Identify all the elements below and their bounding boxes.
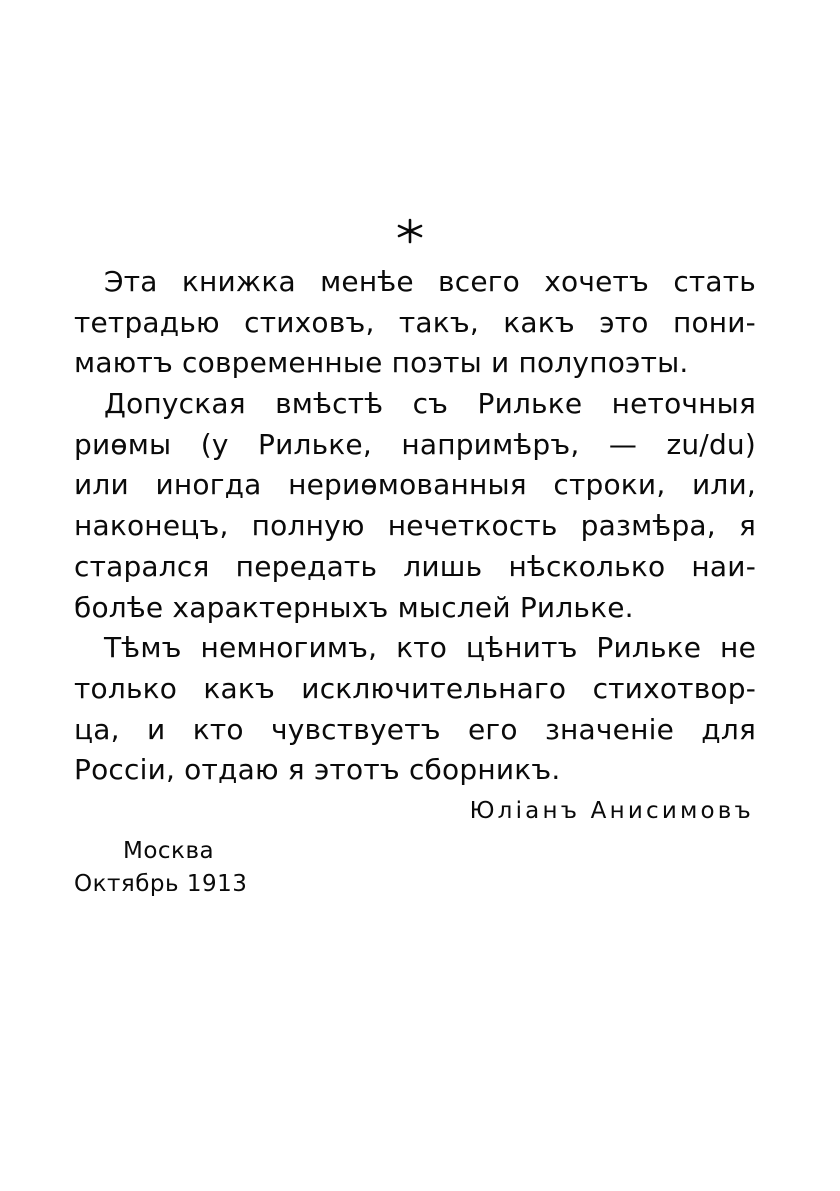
- preface-line: Эта книжка менѣе всего хочетъ стать: [104, 265, 756, 298]
- preface-line: болѣе характерныхъ мыслей Рильке.: [74, 590, 634, 624]
- preface-text: [74, 262, 756, 791]
- place-name: Москва: [123, 838, 215, 864]
- preface-line: наконецъ, полную нечеткость размѣра, я: [74, 509, 756, 543]
- date-line: Октябрь 1913: [74, 871, 248, 897]
- preface-line: Допуская вмѣстѣ съ Рильке неточныя: [104, 387, 756, 421]
- author-signature: Юлiанъ Анисимовъ: [469, 798, 754, 824]
- preface-line: старался передать лишь нѣсколько наи-: [74, 549, 756, 583]
- asterisk-ornament-icon: [395, 216, 425, 246]
- preface-line: тетрадью стиховъ, такъ, какъ это пони-: [74, 305, 756, 339]
- preface-line: Россiи, отдаю я этотъ сборникъ.: [74, 753, 561, 787]
- preface-line: маютъ современные поэты и полупоэты.: [74, 346, 689, 380]
- preface-line: риѳмы (у Рильке, напримѣръ, — zu/du): [74, 427, 756, 461]
- preface-line: ца, и кто чувствуетъ его значенiе для: [74, 712, 756, 746]
- preface-line: Тѣмъ немногимъ, кто цѣнитъ Рильке не: [104, 631, 756, 665]
- preface-line: или иногда нериѳмованныя строки, или,: [74, 468, 756, 502]
- preface-line: только какъ исключительнаго стихотвор-: [74, 671, 756, 705]
